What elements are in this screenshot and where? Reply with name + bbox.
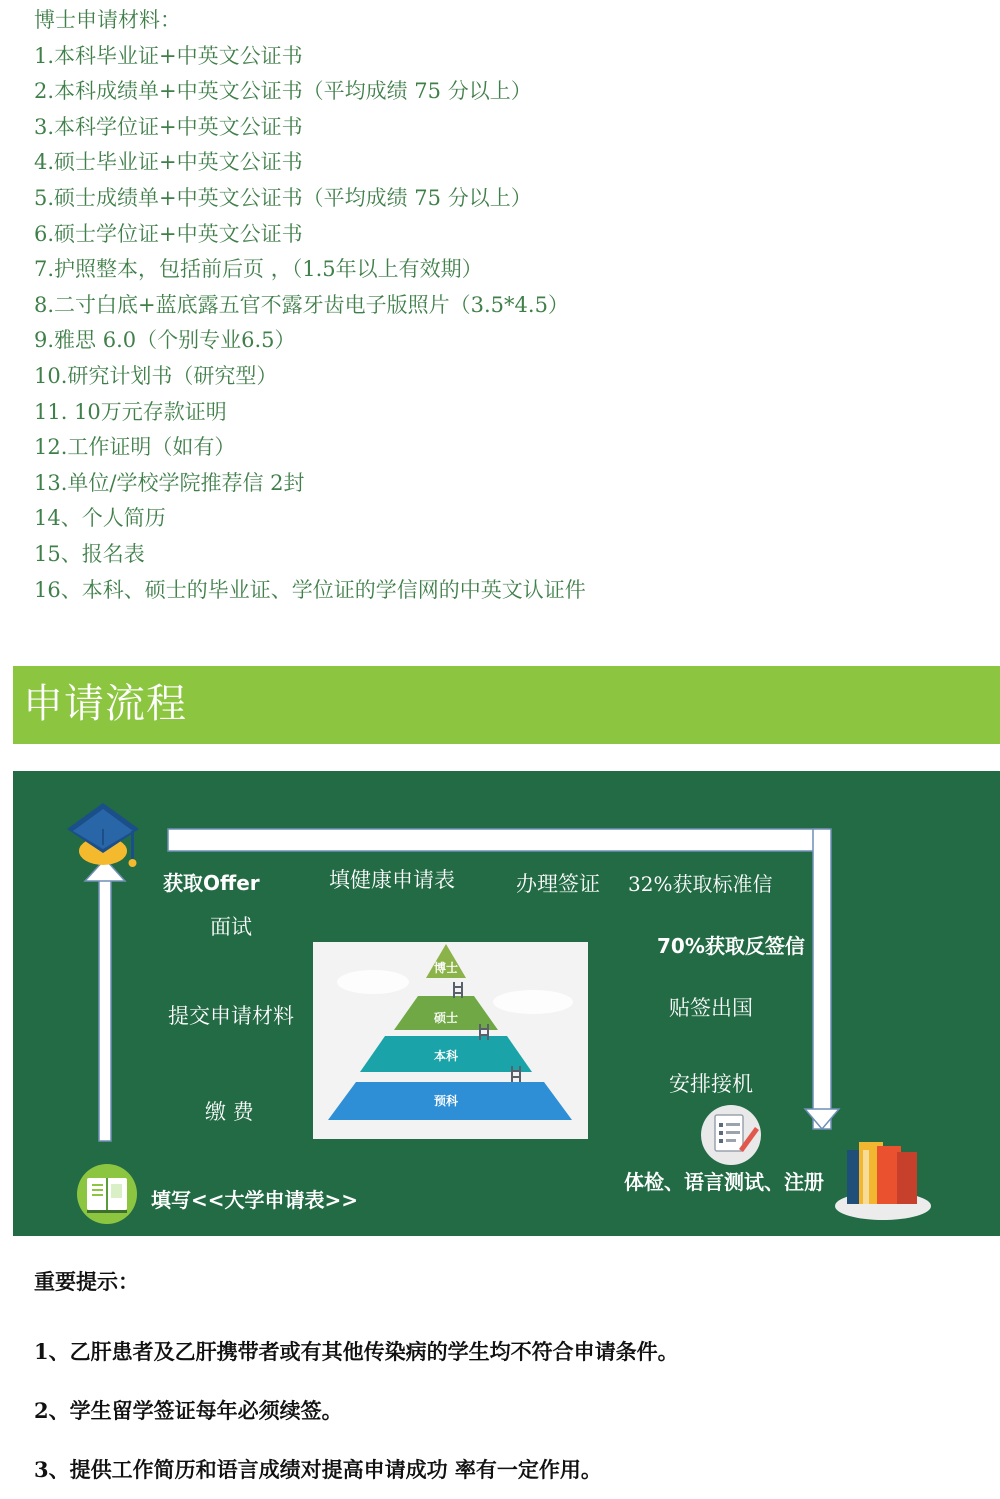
step-approval-letter: 32%获取标准信	[628, 872, 773, 896]
material-item: 14、个人简历	[34, 506, 166, 531]
pyramid-label-master: 硕士	[433, 1011, 459, 1025]
material-item: 3.本科学位证+中英文公证书	[34, 114, 303, 139]
up-arrow-icon	[85, 859, 125, 1141]
pyramid-label-bachelor: 本科	[433, 1049, 459, 1063]
banner-title: 申请流程	[23, 681, 187, 727]
checklist-icon	[701, 1105, 761, 1165]
material-item: 7.护照整本，包括前后页 ，（1.5年以上有效期）	[34, 257, 483, 282]
tips-title: 重要提示：	[34, 1269, 139, 1294]
material-item: 5.硕士成绩单+中英文公证书（平均成绩 75 分以上）	[34, 185, 532, 210]
material-item: 2.本科成绩单+中英文公证书（平均成绩 75 分以上）	[34, 79, 532, 104]
step-health-form: 填健康申请表	[329, 868, 455, 892]
important-tips	[34, 1262, 679, 1499]
step-visa: 办理签证	[516, 872, 600, 896]
step-interview: 面试	[210, 915, 252, 939]
material-item: 11. 10万元存款证明	[34, 399, 227, 424]
tip-item: 1、乙肝患者及乙肝携带者或有其他传染病的学生均不符合申请条件。	[34, 1339, 679, 1364]
material-item: 6.硕士学位证+中英文公证书	[34, 221, 303, 246]
pyramid-graphic	[313, 942, 588, 1139]
step-get-offer: 获取Offer	[163, 871, 260, 895]
book-icon	[77, 1164, 137, 1224]
material-item: 16、本科、硕士的毕业证、学位证的学信网的中英文认证件	[34, 577, 586, 602]
materials-list	[34, 3, 586, 608]
material-item: 12.工作证明（如有）	[34, 435, 236, 460]
materials-heading: 博士申请材料：	[34, 8, 181, 32]
process-banner	[13, 666, 1000, 744]
material-item: 4.硕士毕业证+中英文公证书	[34, 150, 303, 175]
material-item: 8.二寸白底+蓝底露五官不露牙齿电子版照片（3.5*4.5）	[34, 292, 569, 317]
step-reverse-visa: 70%获取反签信	[657, 934, 805, 958]
pyramid-label-foundation: 预科	[433, 1094, 459, 1108]
material-item: 1.本科毕业证+中英文公证书	[34, 43, 303, 68]
degree-pyramid	[313, 942, 588, 1139]
material-item: 13.单位/学校学院推荐信 2封	[34, 470, 305, 495]
material-item: 9.雅思 6.0（个别专业6.5）	[34, 328, 296, 353]
step-stick-visa: 贴签出国	[669, 996, 753, 1020]
material-item: 10.研究计划书（研究型）	[34, 363, 278, 388]
material-item: 15、报名表	[34, 541, 145, 566]
tip-item: 3、提供工作简历和语言成绩对提高申请成功 率有一定作用。	[34, 1457, 602, 1482]
step-fill-application: 填写<<大学申请表>>	[151, 1188, 359, 1212]
process-board	[13, 771, 1000, 1236]
books-stack-icon	[835, 1142, 931, 1220]
graduation-cap-icon	[67, 803, 139, 867]
step-submit-materials: 提交申请材料	[168, 1004, 294, 1028]
step-pay: 缴 费	[205, 1100, 254, 1124]
pyramid-label-doctor: 博士	[433, 961, 459, 975]
tip-item: 2、学生留学签证每年必须续签。	[34, 1398, 343, 1423]
step-checkup: 体检、语言测试、注册	[624, 1170, 824, 1194]
step-pickup: 安排接机	[669, 1072, 753, 1096]
